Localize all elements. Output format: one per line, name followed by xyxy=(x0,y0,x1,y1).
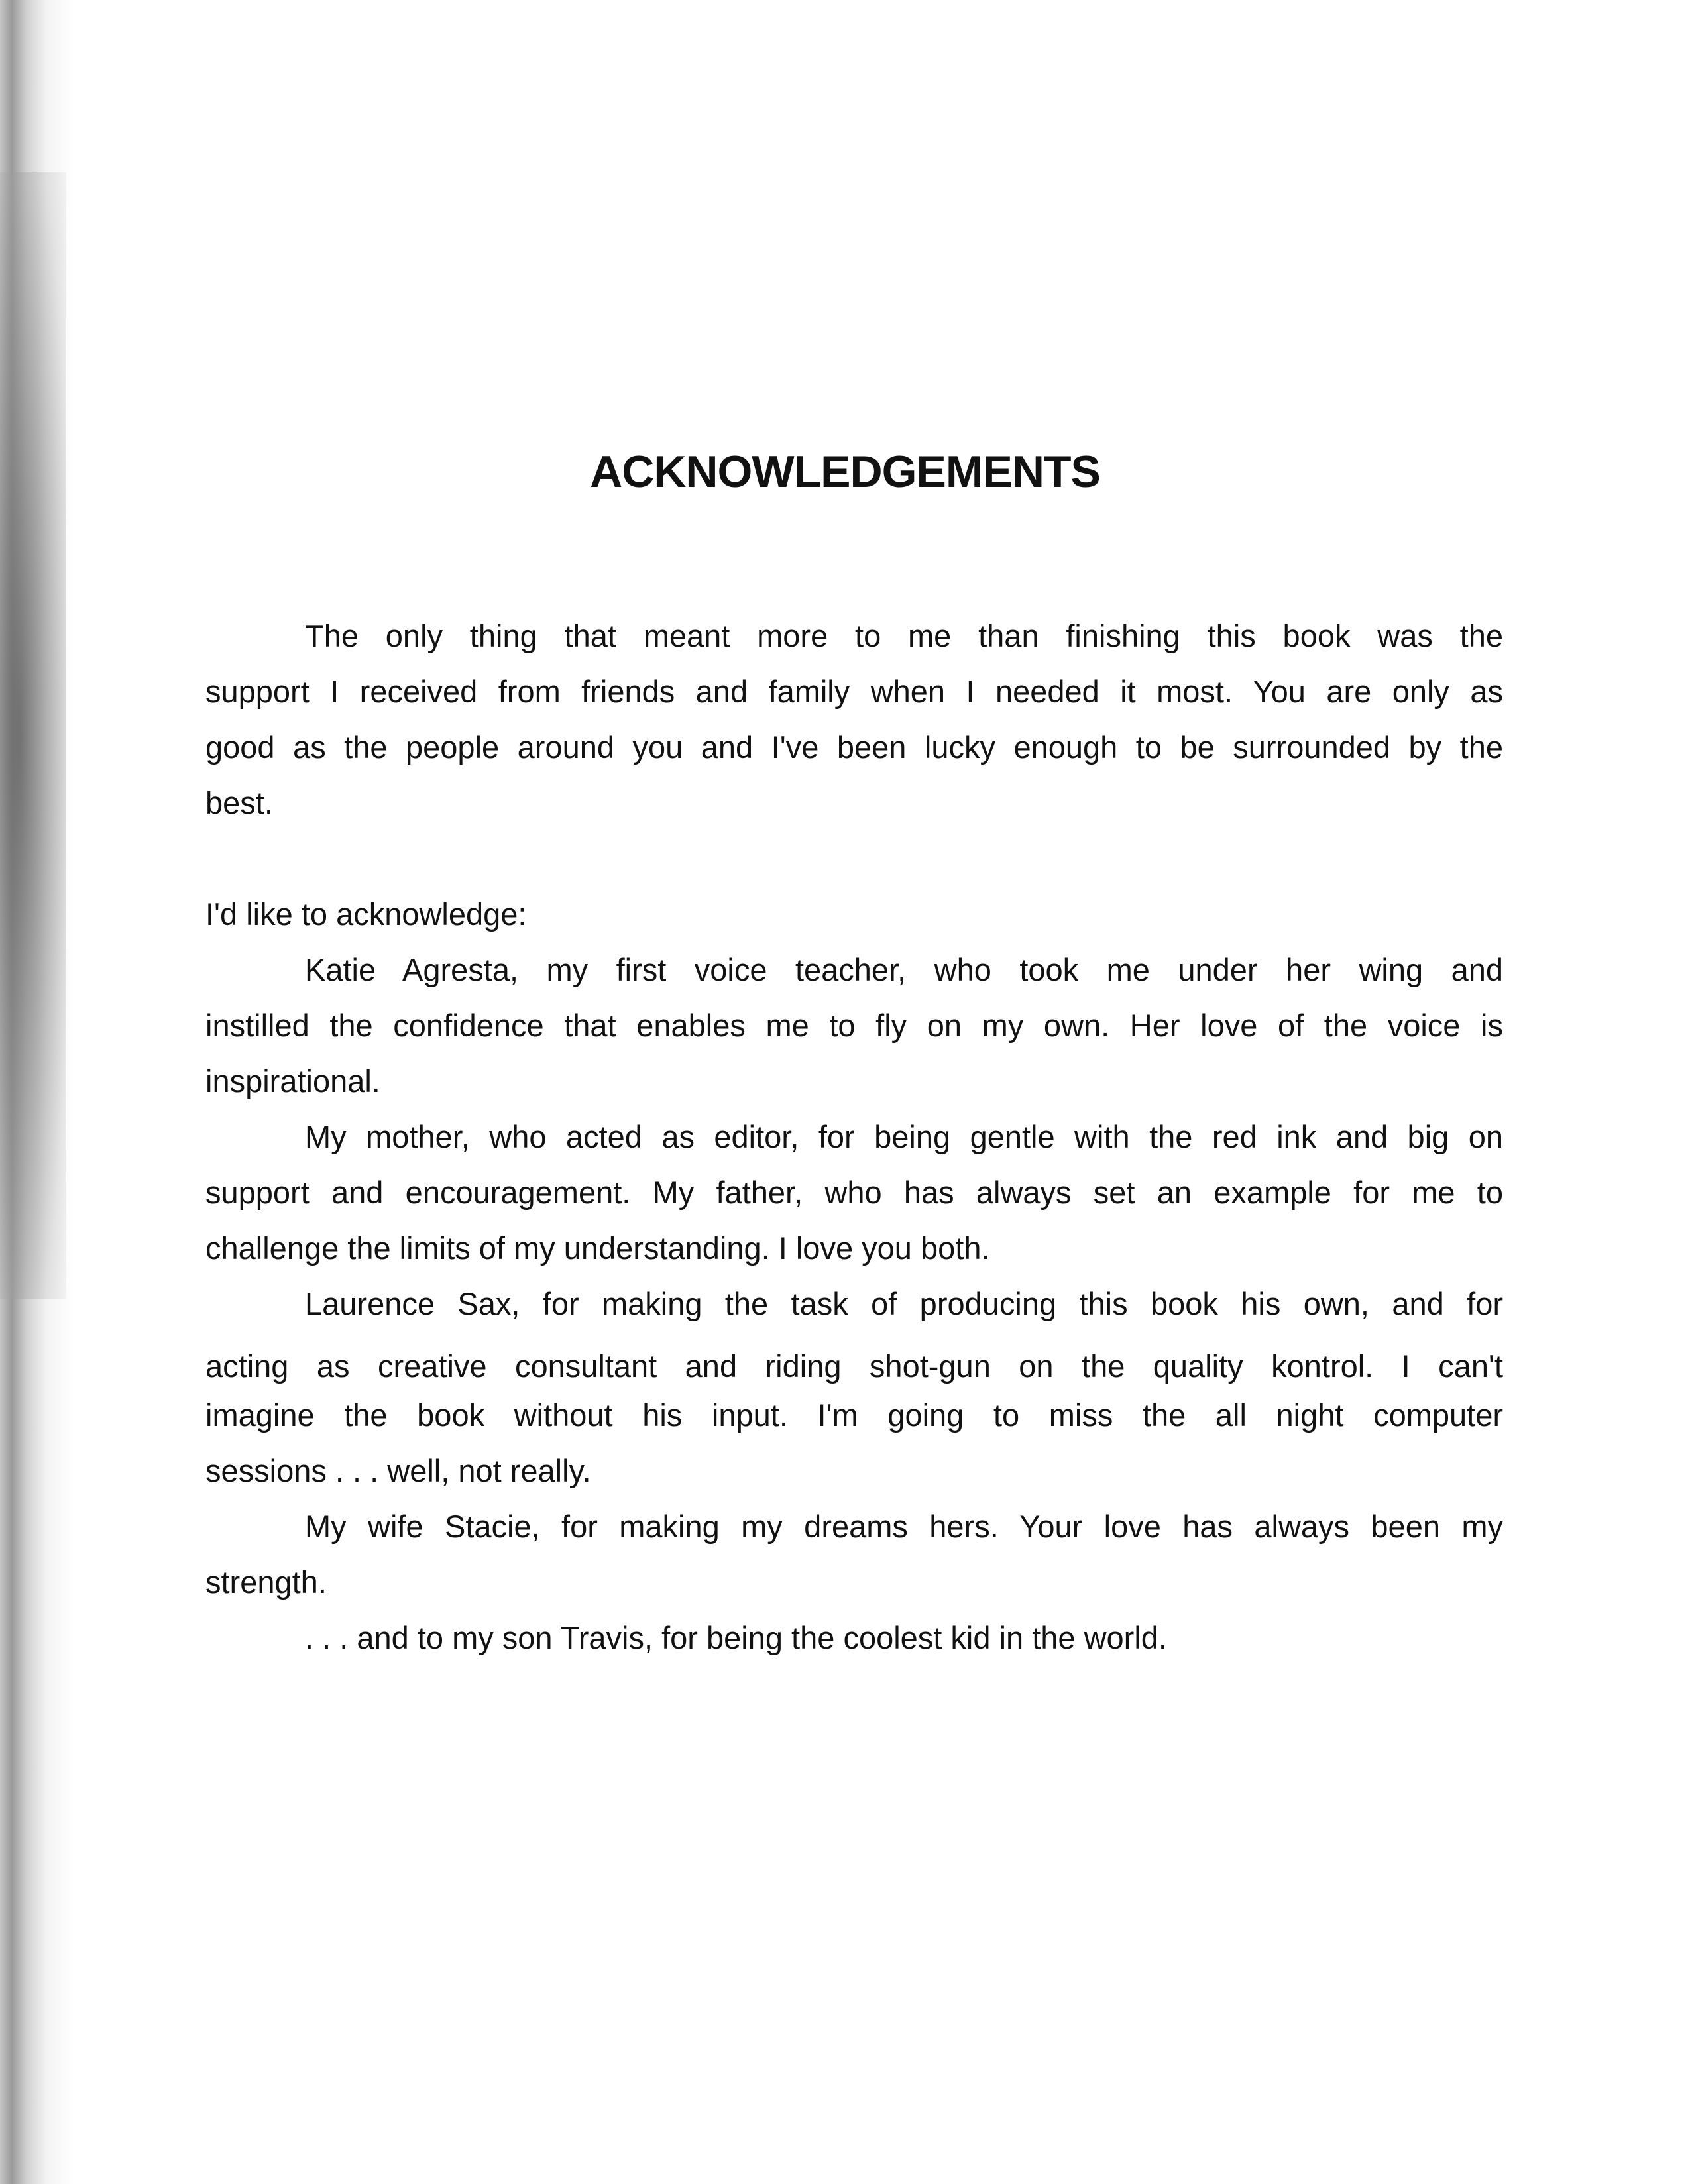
text-line: support I received from friends and family when I needed it most. You are only as xyxy=(205,674,1503,709)
text-line: support and encouragement. My father, who has always set an example for me to xyxy=(205,1175,1503,1210)
text-line: best. xyxy=(205,785,273,820)
text-line: My mother, who acted as editor, for being gentle with the red ink and big on xyxy=(305,1119,1503,1154)
page-title: ACKNOWLEDGEMENTS xyxy=(590,447,1100,497)
text-line: I'd like to acknowledge: xyxy=(205,897,527,932)
text-line: acting as creative consultant and riding shot-gun on the quality kontrol. I can't xyxy=(205,1348,1503,1384)
text-line: Laurence Sax, for making the task of producing this book his own, and for xyxy=(305,1286,1503,1321)
text-line: sessions . . . well, not really. xyxy=(205,1453,591,1488)
text-line: . . . and to my son Travis, for being the coolest kid in the world. xyxy=(305,1620,1167,1655)
text-line: challenge the limits of my understanding. I love you both. xyxy=(205,1230,990,1266)
text-line: strength. xyxy=(205,1564,327,1600)
text-line: imagine the book without his input. I'm going to miss the all night computer xyxy=(205,1397,1503,1433)
text-line: Katie Agresta, my first voice teacher, who took me under her wing and xyxy=(305,952,1503,987)
text-line: instilled the confidence that enables me to fly on my own. Her love of the voice is xyxy=(205,1008,1503,1043)
text-line: The only thing that meant more to me than finishing this book was the xyxy=(305,618,1503,653)
text-line: good as the people around you and I've been lucky enough to be surrounded by the xyxy=(205,730,1503,765)
text-line: My wife Stacie, for making my dreams hers. Your love has always been my xyxy=(305,1509,1503,1544)
text-line: inspirational. xyxy=(205,1064,380,1099)
